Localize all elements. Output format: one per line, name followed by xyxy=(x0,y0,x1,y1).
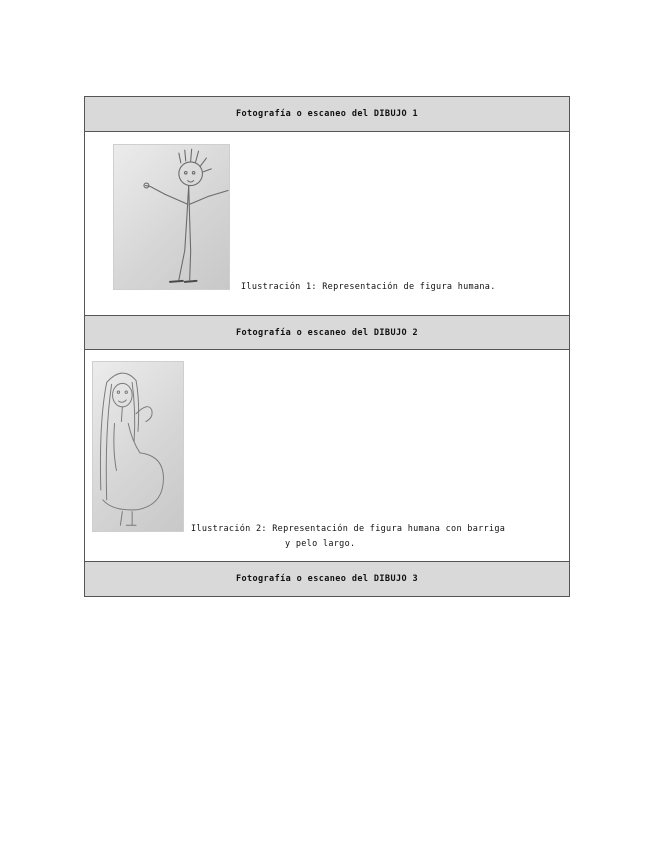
drawing-1-header-text: Fotografía o escaneo del DIBUJO 1 xyxy=(235,109,419,119)
long-hair-pregnant-figure-drawing xyxy=(93,362,183,531)
drawing-2-caption-line-1: Ilustración 2: Representación de figura humana con barriga xyxy=(191,524,506,534)
drawing-2-cell xyxy=(85,350,569,561)
drawing-2-header-text: Fotografía o escaneo del DIBUJO 2 xyxy=(235,327,419,338)
stick-figure-drawing xyxy=(114,145,229,289)
drawing-2-caption xyxy=(191,522,505,552)
drawing-1-photo xyxy=(113,144,230,290)
drawing-1-caption: Ilustración 1: Representación de figura humana. xyxy=(241,282,496,292)
drawing-1-cell xyxy=(85,132,569,315)
drawing-3-header-text: Fotografía o escaneo del DIBUJO 3 xyxy=(235,574,419,584)
drawing-3-header xyxy=(85,561,569,596)
drawing-2-photo xyxy=(92,361,184,532)
drawing-2-caption-line-2: y pelo largo. xyxy=(285,539,356,549)
drawing-2-header xyxy=(85,315,569,350)
drawings-table xyxy=(84,96,570,597)
drawing-1-header xyxy=(85,97,569,132)
